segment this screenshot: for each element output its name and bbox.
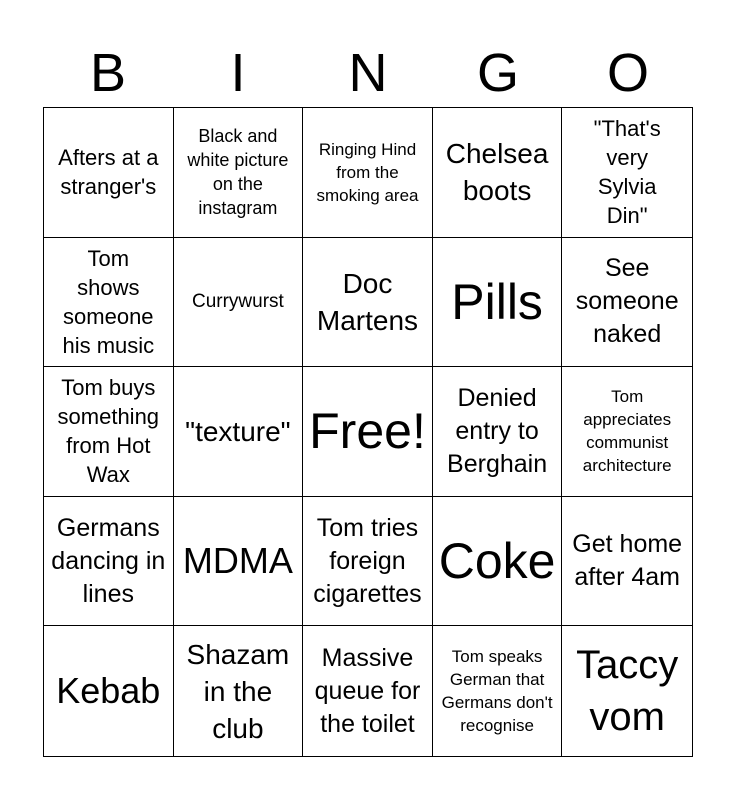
bingo-cell[interactable] — [562, 238, 692, 368]
bingo-cell[interactable] — [303, 238, 433, 368]
bingo-cell[interactable] — [174, 238, 304, 368]
bingo-cell-text: Black and white picture on the instagram — [187, 126, 289, 219]
bingo-cell-text: Coke — [438, 533, 556, 590]
bingo-cell-text: Tom buys something from Hot Wax — [57, 375, 160, 488]
bingo-cell-text: Tom shows someone his music — [62, 245, 155, 358]
bingo-cell[interactable] — [174, 497, 304, 627]
bingo-cell-text: Tom tries foreign cigarettes — [313, 513, 422, 608]
bingo-cell-text: Taccy vom — [576, 643, 679, 740]
bingo-cell[interactable] — [303, 108, 433, 238]
bingo-cell[interactable] — [303, 367, 433, 497]
bingo-cell-text: Shazam in the club — [186, 638, 290, 744]
bingo-cell-text: Denied entry to Berghain — [447, 383, 548, 478]
bingo-cell[interactable] — [433, 108, 563, 238]
bingo-cell-text: Doc Martens — [316, 267, 419, 336]
bingo-cell-text: Tom speaks German that Germans don't recognise — [441, 647, 553, 736]
bingo-cell[interactable] — [44, 626, 174, 756]
bingo-cell[interactable] — [433, 626, 563, 756]
bingo-cell-text: Currywurst — [191, 290, 284, 312]
bingo-cell-text: Kebab — [56, 670, 161, 712]
header-letter-o: O — [606, 43, 649, 103]
bingo-cell[interactable] — [562, 108, 692, 238]
bingo-cell-text: See someone naked — [575, 254, 679, 349]
bingo-cell[interactable] — [44, 238, 174, 368]
bingo-cell-text: Chelsea boots — [445, 138, 549, 207]
bingo-cell[interactable] — [44, 367, 174, 497]
bingo-cell[interactable] — [44, 108, 174, 238]
bingo-cell-text: Get home after 4am — [572, 530, 683, 592]
bingo-cell-text: Ringing Hind from the smoking area — [316, 139, 419, 205]
bingo-cell[interactable] — [174, 367, 304, 497]
bingo-cell-text: Free! — [309, 403, 426, 460]
bingo-cell[interactable] — [562, 626, 692, 756]
bingo-cell[interactable] — [174, 626, 304, 756]
bingo-cell[interactable] — [303, 626, 433, 756]
header-letter-b: B — [89, 43, 127, 103]
header-letter-n: N — [348, 43, 388, 103]
bingo-cell-text: Pills — [451, 273, 543, 330]
bingo-card-grid — [43, 107, 693, 757]
bingo-cell-text: "texture" — [185, 415, 291, 447]
bingo-cell[interactable] — [433, 238, 563, 368]
header-letter-i: I — [230, 43, 246, 103]
bingo-cell-text: Afters at a stranger's — [58, 145, 159, 200]
bingo-cell-text: Tom appreciates communist architecture — [582, 387, 672, 476]
bingo-cell-text: "That's very Sylvia Din" — [593, 116, 661, 229]
bingo-cell-text: Massive queue for the toilet — [314, 643, 421, 738]
bingo-cell-text: MDMA — [182, 540, 293, 582]
bingo-cell-text: Germans dancing in lines — [51, 513, 166, 608]
bingo-cell[interactable] — [44, 497, 174, 627]
bingo-cell[interactable] — [303, 497, 433, 627]
bingo-cell[interactable] — [433, 497, 563, 627]
bingo-cell[interactable] — [562, 497, 692, 627]
header-letter-g: G — [476, 43, 519, 103]
bingo-cell[interactable] — [562, 367, 692, 497]
bingo-header — [43, 40, 693, 106]
bingo-cell[interactable] — [433, 367, 563, 497]
bingo-cell[interactable] — [174, 108, 304, 238]
